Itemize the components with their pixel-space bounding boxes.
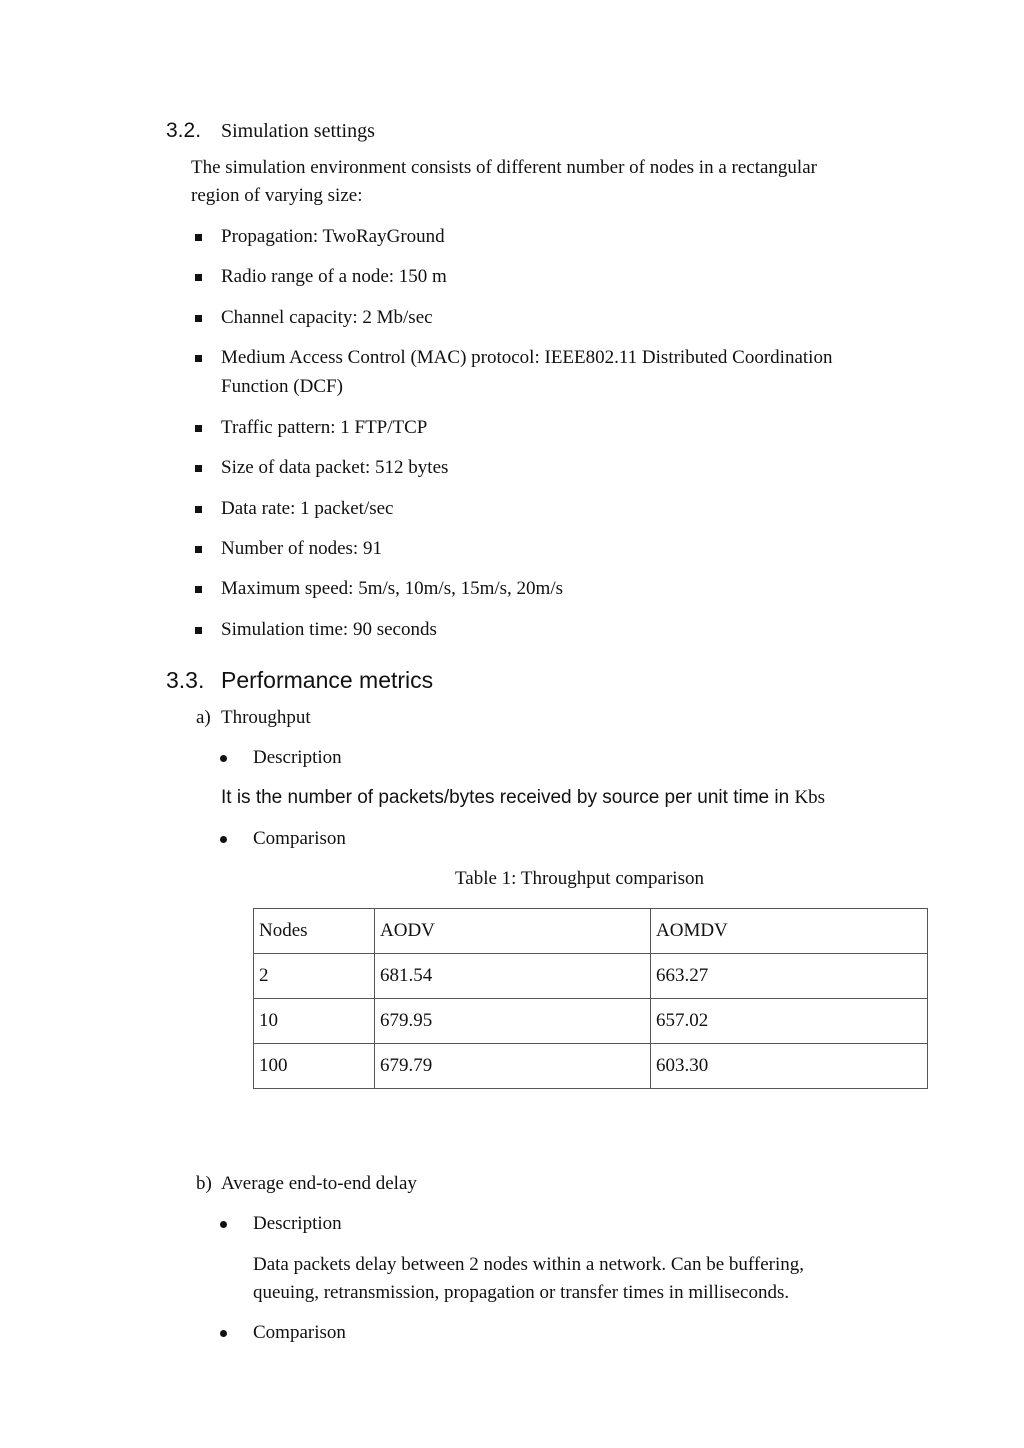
list-item: Radio range of a node: 150 m xyxy=(221,266,447,287)
square-bullet-icon xyxy=(195,315,202,322)
intro-line-2: region of varying size: xyxy=(191,185,363,206)
list-item-continuation: Function (DCF) xyxy=(221,376,343,397)
table-cell: 663.27 xyxy=(651,954,928,999)
round-bullet-icon xyxy=(220,1330,227,1337)
description-label: Description xyxy=(253,747,342,768)
round-bullet-icon xyxy=(220,1221,227,1228)
square-bullet-icon xyxy=(195,274,202,281)
square-bullet-icon xyxy=(195,506,202,513)
square-bullet-icon xyxy=(195,355,202,362)
table-row xyxy=(254,954,928,999)
throughput-description xyxy=(221,784,825,812)
description-label: Description xyxy=(253,1213,342,1234)
table-cell: 657.02 xyxy=(651,999,928,1044)
comparison-label: Comparison xyxy=(253,1322,346,1343)
table-cell: 603.30 xyxy=(651,1044,928,1089)
list-item: Channel capacity: 2 Mb/sec xyxy=(221,307,433,328)
section-3-3-title: Performance metrics xyxy=(221,667,434,693)
list-item: Maximum speed: 5m/s, 10m/s, 15m/s, 20m/s xyxy=(221,578,564,599)
list-item: Number of nodes: 91 xyxy=(221,538,382,559)
subsection-a-title: Throughput xyxy=(221,707,311,728)
table-row xyxy=(254,999,928,1044)
section-3-2-number: 3.2. xyxy=(166,119,202,142)
square-bullet-icon xyxy=(195,465,202,472)
list-item: Data rate: 1 packet/sec xyxy=(221,498,394,519)
square-bullet-icon xyxy=(195,546,202,553)
throughput-description-text: It is the number of packets/bytes received by source per unit time in xyxy=(221,787,795,808)
table-cell: 679.95 xyxy=(375,999,651,1044)
intro-line-1: The simulation environment consists of different number of nodes in a rectangular xyxy=(191,157,817,178)
subsection-a-marker: a) xyxy=(196,707,211,728)
list-item: Medium Access Control (MAC) protocol: IEEE802.11 Distributed Coordination xyxy=(221,347,833,368)
subsection-b-title: Average end-to-end delay xyxy=(221,1173,417,1194)
delay-description-line-1: Data packets delay between 2 nodes within a network. Can be buffering, xyxy=(253,1254,804,1275)
table-caption: Table 1: Throughput comparison xyxy=(455,868,704,889)
square-bullet-icon xyxy=(195,586,202,593)
section-3-2-title: Simulation settings xyxy=(221,120,375,142)
section-3-3-number: 3.3. xyxy=(166,667,205,693)
table-header-cell: Nodes xyxy=(254,909,375,954)
table-row xyxy=(254,1044,928,1089)
square-bullet-icon xyxy=(195,425,202,432)
throughput-unit: Kbs xyxy=(794,787,826,808)
table-header-cell: AOMDV xyxy=(651,909,928,954)
list-item: Size of data packet: 512 bytes xyxy=(221,457,449,478)
comparison-label: Comparison xyxy=(253,828,346,849)
delay-description-line-2: queuing, retransmission, propagation or transfer times in milliseconds. xyxy=(253,1282,790,1303)
throughput-table xyxy=(253,908,928,1089)
table-cell: 679.79 xyxy=(375,1044,651,1089)
list-item: Propagation: TwoRayGround xyxy=(221,226,445,247)
table-header-cell: AODV xyxy=(375,909,651,954)
square-bullet-icon xyxy=(195,627,202,634)
subsection-b-marker: b) xyxy=(196,1173,212,1194)
table-cell: 10 xyxy=(254,999,375,1044)
round-bullet-icon xyxy=(220,836,227,843)
list-item: Traffic pattern: 1 FTP/TCP xyxy=(221,417,428,438)
square-bullet-icon xyxy=(195,234,202,241)
round-bullet-icon xyxy=(220,755,227,762)
list-item: Simulation time: 90 seconds xyxy=(221,619,437,640)
table-cell: 681.54 xyxy=(375,954,651,999)
table-cell: 2 xyxy=(254,954,375,999)
table-cell: 100 xyxy=(254,1044,375,1089)
table-header-row xyxy=(254,909,928,954)
